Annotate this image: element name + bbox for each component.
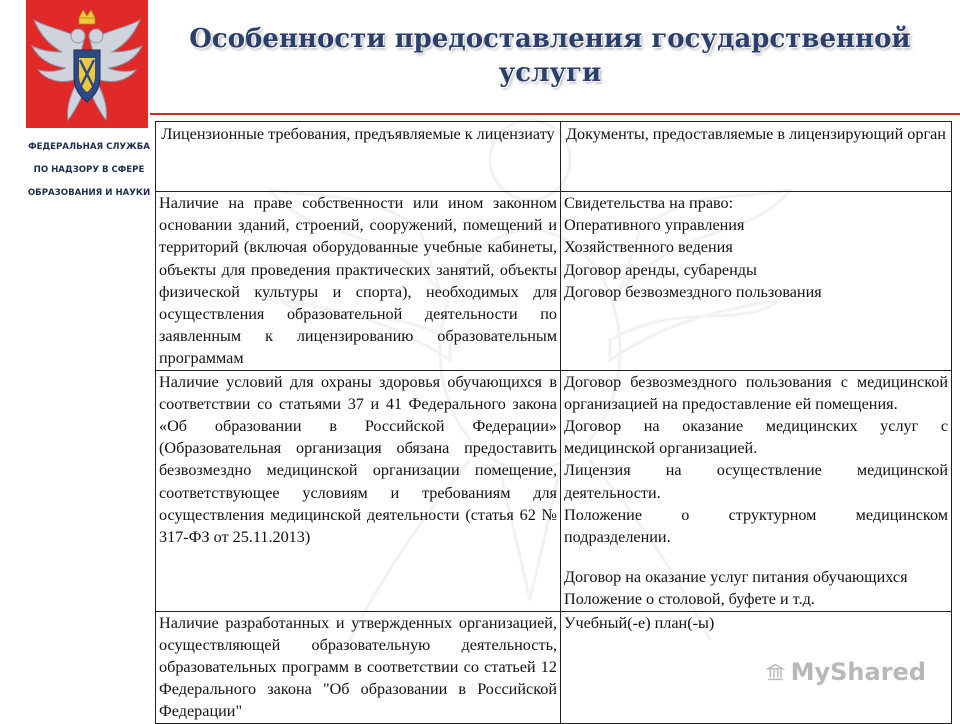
document-item: Договор аренды, субаренды <box>564 260 757 279</box>
table-row <box>156 370 952 611</box>
table-row <box>156 192 952 371</box>
document-item: Учебный(-е) план(-ы) <box>564 613 715 632</box>
eagle-emblem-icon <box>26 0 148 128</box>
document-item: Договор на оказание медицинских услуг с медицинской организацией. <box>564 417 948 458</box>
document-item: Договор безвозмездного пользования с медицинской организацией на предоставление ей помещения. <box>564 372 948 413</box>
document-item: Положение о столовой, буфете и т.д. <box>564 590 815 609</box>
document-item: Договор безвозмездного пользования <box>564 282 822 301</box>
column-header-documents: Документы, предоставляемые в лицензирующий орган <box>561 122 952 192</box>
myshared-watermark-logo <box>766 652 926 692</box>
document-item: Положение о структурном медицинском подразделении. <box>564 505 948 547</box>
column-header-requirements: Лицензионные требования, предъявляемые к лицензиату <box>156 122 561 192</box>
table-header-row <box>156 122 952 192</box>
document-item: Хозяйственного ведения <box>564 238 733 257</box>
document-item: Оперативного управления <box>564 216 745 235</box>
requirement-cell: Наличие условий для охраны здоровья обучающихся в соответствии со статьями 37 и 41 Федерального закона «Об образовании в Российской Федерации» (Образовательная организация обязана предоставить безвозмездно медицинской организации помещение, соответствующее условиям и требованиям для осуществления медицинской деятельности (статья 62 № 317-ФЗ от 25.11.2013) <box>156 370 561 611</box>
document-item: Договор на оказание услуг питания обучающихся <box>564 568 908 587</box>
agency-line: ФЕДЕРАЛЬНАЯ СЛУЖБА <box>28 142 150 152</box>
agency-line: ОБРАЗОВАНИЯ И НАУКИ <box>27 188 151 198</box>
requirement-cell: Наличие разработанных и утвержденных организацией, осуществляющей образовательную деятельность, образовательных программ в соответствии со статьей 12 Федерального закона "Об образовании в Российской Федерации" <box>156 611 561 723</box>
document-item: Свидетельства на право: <box>564 194 734 212</box>
title-divider <box>150 113 960 115</box>
license-requirements-table <box>155 121 952 724</box>
agency-name <box>24 136 154 205</box>
documents-cell <box>561 370 952 611</box>
agency-line: ПО НАДЗОРУ В СФЕРЕ <box>33 165 145 175</box>
documents-cell <box>561 192 952 371</box>
building-icon <box>766 657 785 687</box>
page-title: Особенности предоставления государственной услуги <box>189 24 911 88</box>
spacer <box>564 548 948 566</box>
sidebar <box>0 0 150 720</box>
myshared-logo-text: MyShared <box>790 658 926 686</box>
document-item: Лицензия на осуществление медицинской деятельности. <box>564 461 948 502</box>
requirement-cell: Наличие на праве собственности или ином законном основании зданий, строений, сооружений, помещений и территорий (включая оборудованные учебные кабинеты, объекты для проведения практических занятий, объекты физической культуры и спорта), необходимых для осуществления образовательной деятельности по заявленным к лицензированию образовательным программам <box>156 192 561 371</box>
emblem-panel <box>26 0 148 128</box>
